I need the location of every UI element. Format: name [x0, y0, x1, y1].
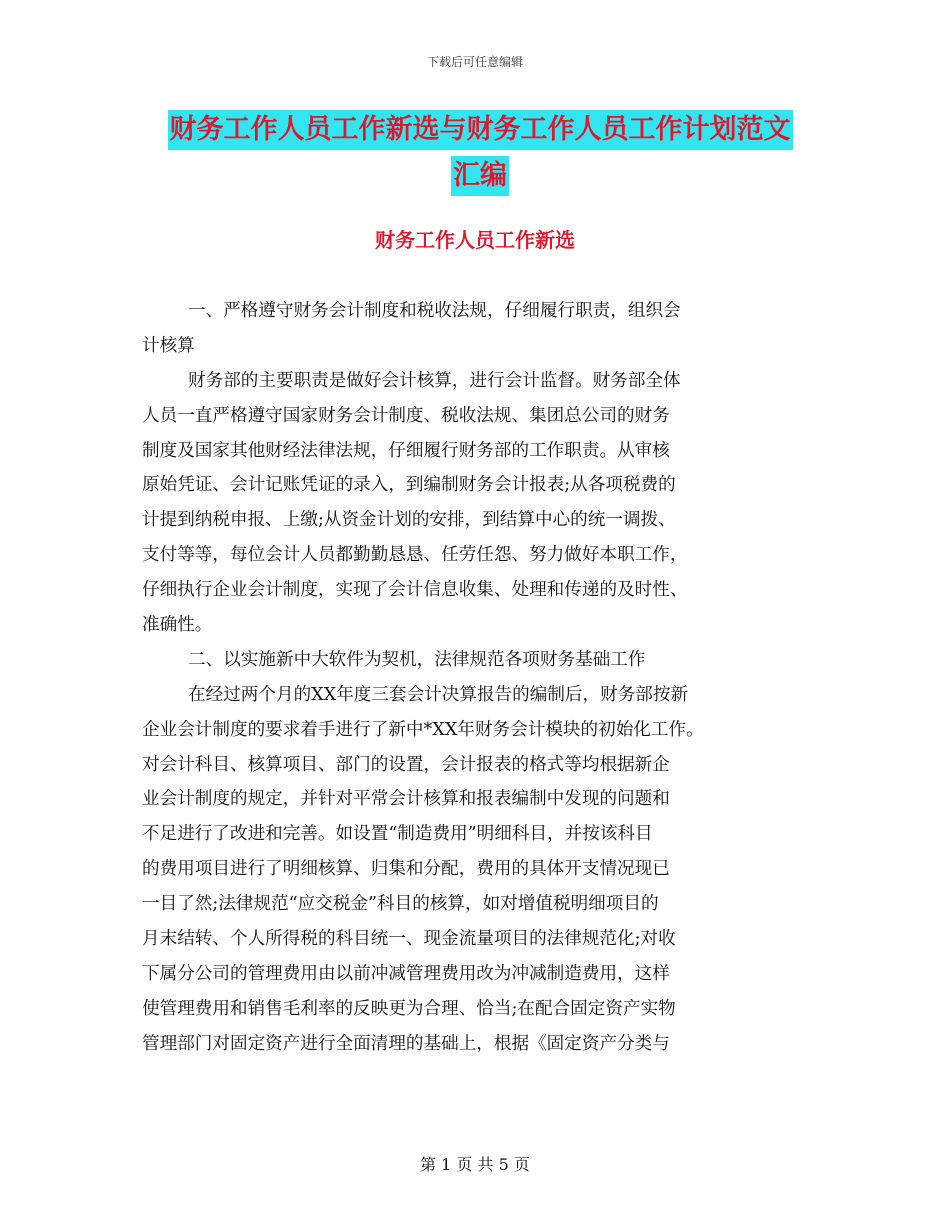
text-line: 一目了然;法律规范“应交税金”科目的核算，如对增值税明细项目的: [142, 894, 659, 915]
title-line-2: 汇编: [451, 156, 509, 196]
text-line: 在经过两个月的XX年度三套会计决算报告的编制后，财务部按新: [188, 684, 689, 705]
text-line: 原始凭证、会计记账凭证的录入，到编制财务会计报表;从各项税费的: [142, 475, 676, 496]
text-line: 下属分公司的管理费用由以前冲减管理费用改为冲减制造费用，这样: [142, 963, 670, 984]
text-line: 仔细执行企业会计制度，实现了会计信息收集、处理和传递的及时性、: [142, 580, 688, 601]
text-line: 对会计科目、核算项目、部门的设置，会计报表的格式等均根据新企: [142, 754, 670, 775]
document-title: [140, 110, 820, 196]
text-line: 不足进行了改进和完善。如设置“制造费用”明细科目，并按该科目: [142, 824, 653, 845]
text-line: 计提到纳税申报、上缴;从资金计划的安排，到结算中心的统一调拨、: [142, 510, 676, 531]
text-line: 一、严格遵守财务会计制度和税收法规，仔细履行职责，组织会: [188, 301, 681, 321]
text-line: 业会计制度的规定，并针对平常会计核算和报表编制中发现的问题和: [142, 789, 670, 810]
text-line: 人员一直严格遵守国家财务会计制度、税收法规、集团总公司的财务: [142, 405, 670, 426]
text-line: 计核算: [142, 335, 195, 356]
text-line: 支付等等，每位会计人员都勤勤恳恳、任劳任怨、努力做好本职工作，: [142, 545, 688, 566]
page-header-note: 下载后可任意编辑: [426, 55, 523, 69]
section-title: 财务工作人员工作新选: [375, 228, 575, 252]
text-line: 使管理费用和销售毛利率的反映更为合理、恰当;在配合固定资产实物: [142, 998, 676, 1019]
text-line: 制度及国家其他财经法律法规，仔细履行财务部的工作职责。从审核: [142, 440, 670, 461]
title-line-1: 财务工作人员工作新选与财务工作人员工作计划范文: [168, 110, 793, 150]
text-line: 企业会计制度的要求着手进行了新中*XX年财务会计模块的初始化工作。: [142, 719, 704, 740]
text-line: 财务部的主要职责是做好会计核算，进行会计监督。财务部全体: [188, 370, 681, 391]
text-line: 的费用项目进行了明细核算、归集和分配，费用的具体开支情况现已: [142, 859, 670, 880]
document-body: [142, 294, 808, 1062]
text-line: 月末结转、个人所得税的科目统一、现金流量项目的法律规范化;对收: [142, 929, 676, 950]
text-line: 准确性。: [142, 615, 213, 636]
text-line: 二、以实施新中大软件为契机，法律规范各项财务基础工作: [188, 649, 646, 670]
text-line: 管理部门对固定资产进行全面清理的基础上，根据《固定资产分类与: [142, 1033, 670, 1054]
page-footer: 第 1 页 共 5 页: [420, 1155, 530, 1174]
